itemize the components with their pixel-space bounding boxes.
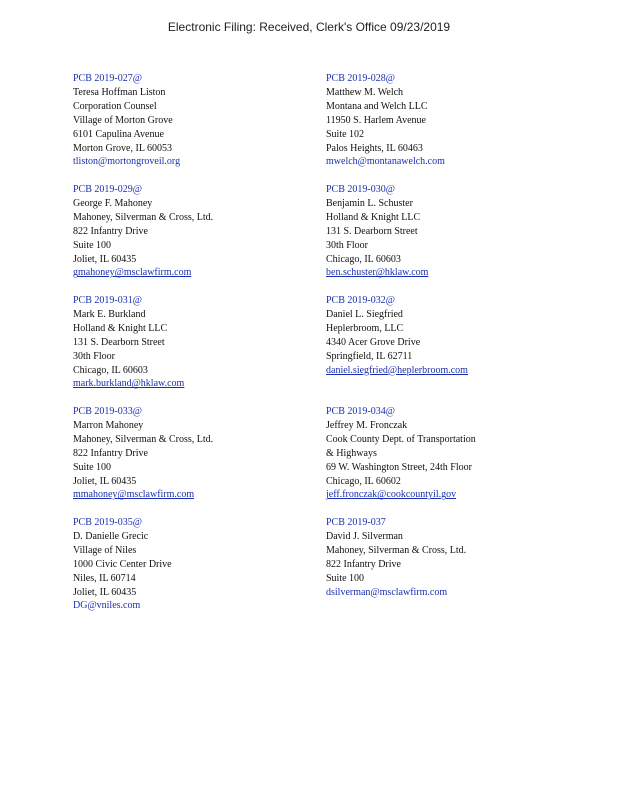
name-line: Marron Mahoney: [73, 419, 144, 431]
case-number: PCB 2019-029@: [73, 184, 142, 195]
address-line: 822 Infantry Drive: [73, 225, 148, 237]
email-link[interactable]: ben.schuster@hklaw.com: [326, 267, 429, 279]
case-number: PCB 2019-028@: [326, 73, 395, 84]
case-number: PCB 2019-034@: [326, 406, 395, 417]
email-link[interactable]: daniel.siegfried@heplerbroom.com: [326, 364, 468, 376]
email-address: DG@vniles.com: [73, 600, 141, 612]
address-line: Mahoney, Silverman & Cross, Ltd.: [326, 544, 467, 556]
address-line: 1000 Civic Center Drive: [73, 558, 172, 570]
address-line: Joliet, IL 60435: [73, 475, 137, 487]
email-address: dsilverman@msclawfirm.com: [326, 586, 448, 598]
case-number: PCB 2019-030@: [326, 184, 395, 195]
address-line: Village of Niles: [73, 544, 137, 556]
service-entry: [73, 294, 323, 391]
case-number: PCB 2019-032@: [326, 295, 395, 306]
service-entry: [326, 516, 576, 599]
name-line: Benjamin L. Schuster: [326, 197, 413, 209]
address-line: Corporation Counsel: [73, 100, 157, 112]
address-line: & Highways: [326, 447, 377, 459]
address-line: Joliet, IL 60435: [73, 586, 137, 598]
address-line: Village of Morton Grove: [73, 114, 173, 126]
address-line: Suite 102: [326, 128, 365, 140]
address-line: Holland & Knight LLC: [326, 211, 421, 223]
email-link[interactable]: mmahoney@msclawfirm.com: [73, 489, 195, 501]
address-line: Holland & Knight LLC: [73, 322, 168, 334]
address-line: 4340 Acer Grove Drive: [326, 336, 421, 348]
name-line: Mark E. Burkland: [73, 308, 146, 320]
address-line: 30th Floor: [73, 350, 115, 362]
case-number: PCB 2019-037: [326, 517, 386, 528]
name-line: Jeffrey M. Fronczak: [326, 419, 408, 431]
email-address: tliston@mortongroveil.org: [73, 156, 181, 168]
address-line: Cook County Dept. of Transportation: [326, 433, 476, 445]
service-entry: [73, 183, 323, 280]
service-entry: [326, 183, 576, 280]
address-line: Heplerbroom, LLC: [326, 322, 404, 334]
case-number: PCB 2019-031@: [73, 295, 142, 306]
address-line: Joliet, IL 60435: [73, 253, 137, 265]
filing-stamp-header: Electronic Filing: Received, Clerk's Office 09/23/2019: [167, 20, 451, 34]
address-line: Suite 100: [73, 461, 112, 473]
address-line: 131 S. Dearborn Street: [326, 225, 418, 237]
case-number: PCB 2019-035@: [73, 517, 142, 528]
service-entry: [73, 405, 323, 502]
address-line: 30th Floor: [326, 239, 368, 251]
email-link[interactable]: gmahoney@msclawfirm.com: [73, 267, 192, 279]
service-entry: [326, 405, 576, 502]
name-line: Daniel L. Siegfried: [326, 308, 403, 320]
case-number: PCB 2019-027@: [73, 73, 142, 84]
name-line: Matthew M. Welch: [326, 86, 404, 98]
name-line: Teresa Hoffman Liston: [73, 86, 166, 98]
service-entry: [326, 294, 576, 377]
address-line: Mahoney, Silverman & Cross, Ltd.: [73, 433, 214, 445]
address-line: Suite 100: [326, 572, 365, 584]
address-line: Mahoney, Silverman & Cross, Ltd.: [73, 211, 214, 223]
case-number: PCB 2019-033@: [73, 406, 142, 417]
address-line: Chicago, IL 60602: [326, 475, 401, 487]
address-line: 822 Infantry Drive: [73, 447, 148, 459]
service-entry: [73, 516, 323, 613]
address-line: 6101 Capulina Avenue: [73, 128, 164, 140]
address-line: 131 S. Dearborn Street: [73, 336, 165, 348]
email-link[interactable]: jeff.fronczak@cookcountyil.gov: [326, 489, 457, 501]
address-line: Suite 100: [73, 239, 112, 251]
address-line: Springfield, IL 62711: [326, 350, 413, 362]
name-line: D. Danielle Grecic: [73, 530, 149, 542]
address-line: Niles, IL 60714: [73, 572, 136, 584]
address-line: Chicago, IL 60603: [73, 364, 148, 376]
email-link[interactable]: mark.burkland@hklaw.com: [73, 378, 185, 390]
address-line: 822 Infantry Drive: [326, 558, 401, 570]
service-entry: [326, 72, 576, 169]
address-line: Chicago, IL 60603: [326, 253, 401, 265]
address-line: Palos Heights, IL 60463: [326, 142, 423, 154]
email-address: mwelch@montanawelch.com: [326, 156, 445, 168]
address-line: 69 W. Washington Street, 24th Floor: [326, 461, 472, 473]
address-line: Morton Grove, IL 60053: [73, 142, 173, 154]
address-line: 11950 S. Harlem Avenue: [326, 114, 426, 126]
address-line: Montana and Welch LLC: [326, 100, 428, 112]
service-entry: [73, 72, 323, 169]
name-line: David J. Silverman: [326, 530, 403, 542]
name-line: George F. Mahoney: [73, 197, 153, 209]
